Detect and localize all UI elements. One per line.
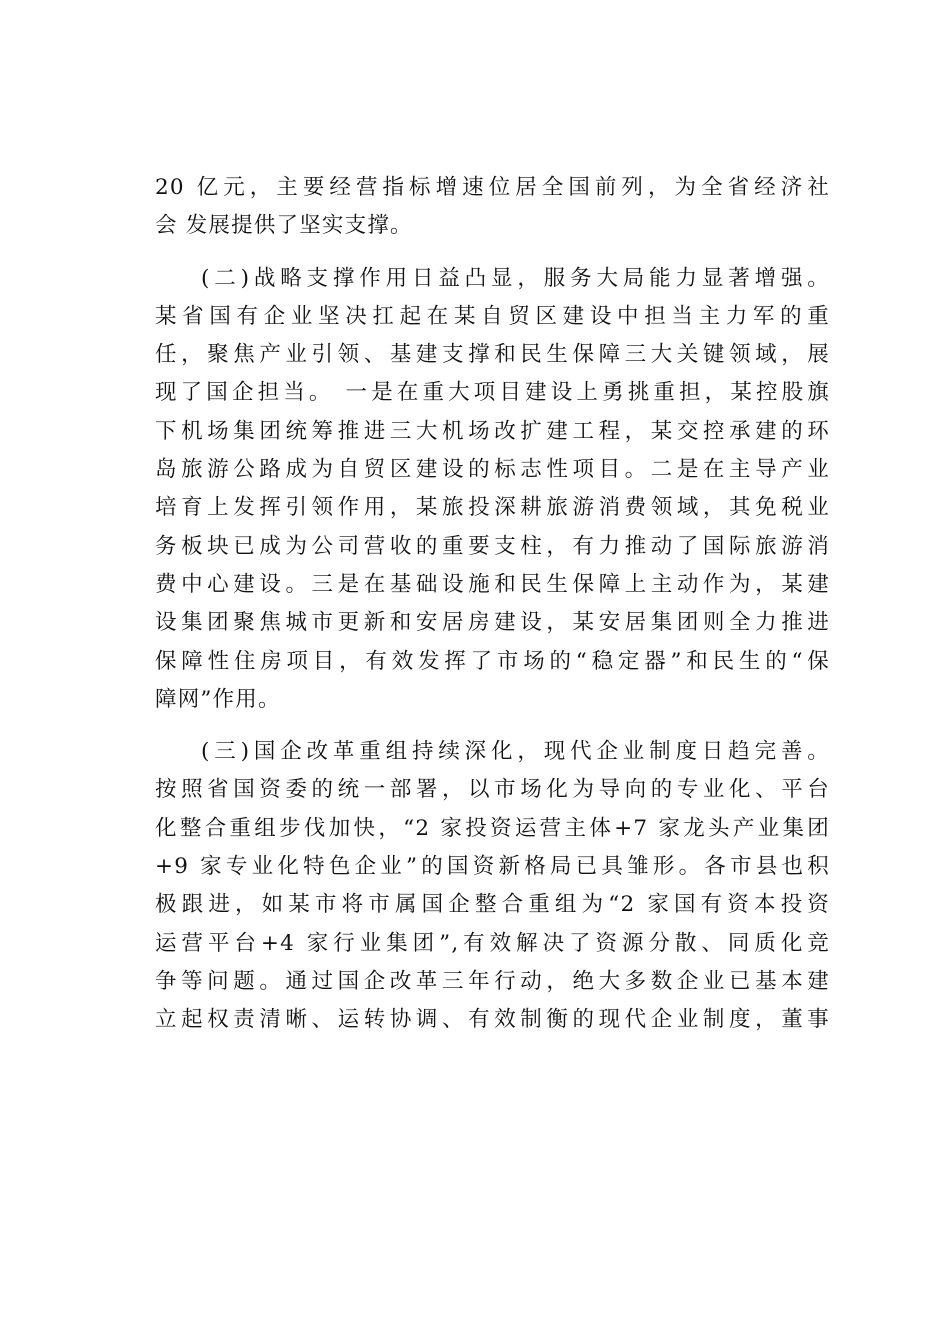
text-line: 任，聚焦产业引领、基建支撑和民生保障三大关键领域，展 xyxy=(155,342,830,368)
text-line: 培育上发挥引领作用，某旅投深耕旅游消费领域，其免税业 xyxy=(155,495,830,521)
text-line: 岛旅游公路成为自贸区建设的标志性项目。二是在主导产业 xyxy=(155,457,830,483)
paragraph-1 xyxy=(155,169,830,246)
text-line: 化整合重组步伐加快，“2 家投资运营主体+7 家龙头产业集团 xyxy=(155,815,830,841)
section-heading-line: (三)国企改革重组持续深化，现代企业制度日趋完善。 xyxy=(201,739,830,765)
text-line: 障网”作用。 xyxy=(155,686,281,712)
text-line: 极跟进，如某市将市属国企整合重组为“2 家国有资本投资 xyxy=(155,892,830,918)
text-line: 务板块已成为公司营收的重要支柱，有力推动了国际旅游消 xyxy=(155,533,830,559)
text-line: 保障性住房项目，有效发挥了市场的“稳定器”和民生的“保 xyxy=(155,648,830,674)
text-line: 设集团聚焦城市更新和安居房建设，某安居集团则全力推进 xyxy=(155,610,830,636)
text-line: 会 发展提供了坚实支撑。 xyxy=(155,213,413,239)
text-line: 现了国企担当。 一是在重大项目建设上勇挑重担，某控股旗 xyxy=(155,380,830,406)
text-line: 20 亿元，主要经营指标增速位居全国前列，为全省经济社 xyxy=(155,175,830,200)
text-line: 某省国有企业坚决扛起在某自贸区建设中担当主力军的重 xyxy=(155,303,830,329)
text-line: 运营平台+4 家行业集团”,有效解决了资源分散、同质化竞 xyxy=(155,930,830,956)
text-line: 费中心建设。三是在基础设施和民生保障上主动作为，某建 xyxy=(155,571,830,597)
text-line: +9 家专业化特色企业”的国资新格局已具雏形。各市县也积 xyxy=(155,854,830,880)
section-heading-line: (二)战略支撑作用日益凸显，服务大局能力显著增强。 xyxy=(201,265,830,291)
body-text xyxy=(155,169,830,1040)
paragraph-2 xyxy=(155,260,830,720)
text-line: 争等问题。通过国企改革三年行动，绝大多数企业已基本建 xyxy=(155,968,830,994)
text-line: 立起权责清晰、运转协调、有效制衡的现代企业制度，董事 xyxy=(155,1007,830,1033)
text-line: 下机场集团统筹推进三大机场改扩建工程，某交控承建的环 xyxy=(155,418,830,444)
text-line: 按照省国资委的统一部署，以市场化为导向的专业化、平台 xyxy=(155,777,830,803)
paragraph-3 xyxy=(155,733,830,1039)
